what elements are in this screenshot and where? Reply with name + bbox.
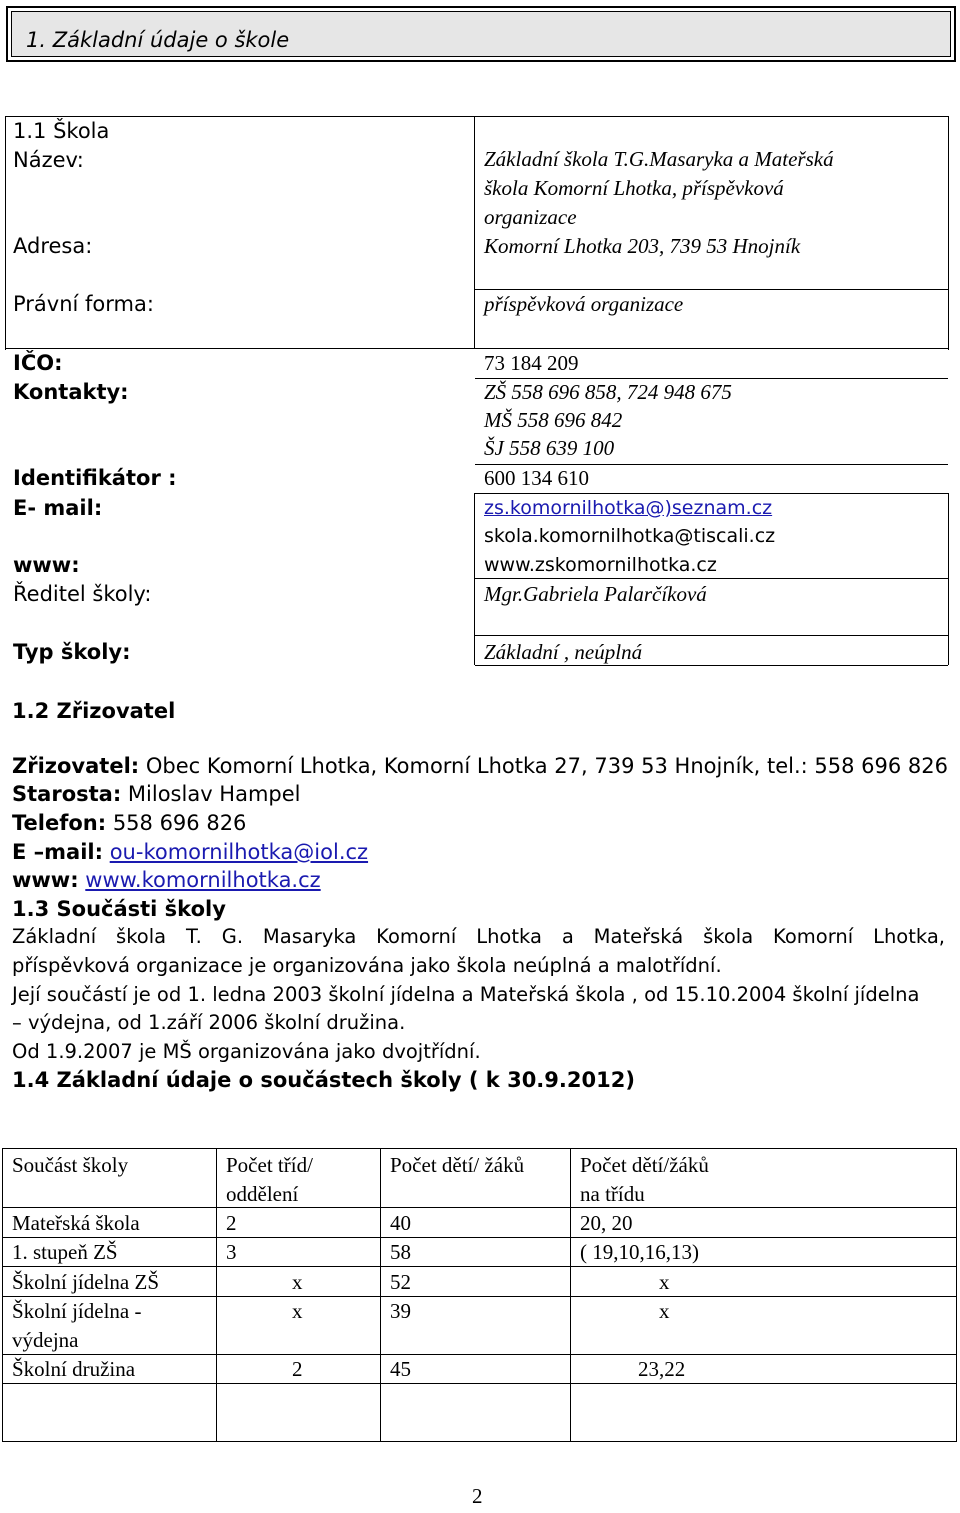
table-row-5-part: Školní družina — [12, 1357, 136, 1381]
table-row-1-classes: 2 — [226, 1211, 237, 1235]
name-label: Název: — [13, 148, 84, 172]
school-type-label: Typ školy: — [13, 640, 131, 664]
table-header-part: Součást školy — [12, 1153, 129, 1177]
table-row-5-children: 45 — [390, 1357, 411, 1381]
www-value: www.zskomornilhotka.cz — [484, 554, 717, 576]
founder-line — [12, 752, 948, 780]
table-header-children: Počet dětí/ žáků — [390, 1153, 525, 1177]
table-row-2-per-class: ( 19,10,16,13) — [580, 1240, 699, 1264]
table-row-3-children: 52 — [390, 1270, 411, 1294]
table-row-5-classes: 2 — [292, 1357, 303, 1381]
mayor-label: Starosta: — [12, 782, 122, 806]
page-number: 2 — [472, 1484, 483, 1508]
table-header-per-class: Počet dětí/žáků na třídu — [580, 1153, 709, 1206]
table-row-1-per-class: 20, 20 — [580, 1211, 633, 1235]
founder-email-label: E –mail: — [12, 840, 104, 864]
ico-value: 73 184 209 — [484, 351, 579, 375]
parts-line-3: Její součástí je od 1. ledna 2003 školní jídelna a Mateřská škola , od 15.10.2004 školní jídelna — [12, 983, 920, 1006]
identifier-value: 600 134 610 — [484, 466, 589, 490]
contact-sj: ŠJ 558 639 100 — [484, 436, 615, 460]
founder-section-title: 1.2 Zřizovatel — [12, 699, 176, 723]
parts-line-2: příspěvková organizace je organizována jako škola neúplná a malotřídní. — [12, 954, 722, 977]
parts-line-1: Základní škola T. G. Masaryka Komorní Lhotka a Mateřská škola Komorní Lhotka, — [12, 925, 945, 948]
ico-label: IČO: — [13, 351, 63, 375]
table-row-2-part: 1. stupeň ZŠ — [12, 1240, 118, 1264]
mayor-value: Miloslav Hampel — [121, 782, 301, 806]
founder-email-link[interactable]: ou-komornilhotka@iol.cz — [109, 840, 369, 864]
legal-form-value: příspěvková organizace — [484, 292, 684, 316]
section-heading: 1. Základní údaje o škole — [26, 28, 290, 52]
table-row-3-part: Školní jídelna ZŠ — [12, 1270, 159, 1294]
founder-www-label: www: — [12, 868, 79, 892]
contact-zs: ZŠ 558 696 858, 724 948 675 — [484, 380, 732, 404]
table-row-4-part: Školní jídelna - výdejna — [12, 1299, 142, 1352]
parts-line-5: Od 1.9.2007 je MŠ organizována jako dvojtřídní. — [12, 1040, 481, 1063]
director-label: Ředitel školy: — [13, 582, 152, 606]
table-header-classes: Počet tříd/ oddělení — [226, 1153, 313, 1206]
school-name-line-2: škola Komorní Lhotka, příspěvková — [484, 176, 784, 200]
section-heading-background — [11, 11, 951, 57]
phone-label: Telefon: — [12, 811, 107, 835]
identifier-label: Identifikátor : — [13, 466, 177, 490]
director-value: Mgr.Gabriela Palarčíková — [484, 582, 707, 606]
table-row-4-classes: x — [292, 1299, 303, 1323]
table-row-3-classes: x — [292, 1270, 303, 1294]
founder-www-line — [12, 866, 321, 894]
table-row-1-part: Mateřská škola — [12, 1211, 140, 1235]
table-row-5-per-class: 23,22 — [638, 1357, 686, 1381]
founder-label: Zřizovatel: — [12, 754, 140, 778]
school-section-title: 1.1 Škola — [13, 119, 110, 143]
table-row-3-per-class: x — [659, 1270, 670, 1294]
founder-email-line — [12, 838, 368, 866]
email-link-1[interactable]: zs.komornilhotka@)seznam.cz — [484, 497, 773, 519]
table-row-2-children: 58 — [390, 1240, 411, 1264]
www-label: www: — [13, 553, 80, 577]
section-heading-box — [6, 6, 956, 62]
founder-www-link[interactable]: www.komornilhotka.cz — [85, 868, 321, 892]
table-row-1-children: 40 — [390, 1211, 411, 1235]
mayor-line — [12, 780, 301, 808]
table-row-4-children: 39 — [390, 1299, 411, 1323]
table-section-title: 1.4 Základní údaje o součástech školy ( k 30.9.2012) — [12, 1068, 635, 1092]
school-name-line-1: Základní škola T.G.Masaryka a Mateřská — [484, 147, 834, 171]
email-2: skola.komornilhotka@tiscali.cz — [484, 525, 776, 547]
table-row-4-per-class: x — [659, 1299, 670, 1323]
phone-line — [12, 809, 246, 837]
contact-ms: MŠ 558 696 842 — [484, 408, 623, 432]
table-row-2-classes: 3 — [226, 1240, 237, 1264]
contacts-label: Kontakty: — [13, 380, 129, 404]
email-label: E- mail: — [13, 496, 103, 520]
school-name-line-3: organizace — [484, 205, 577, 229]
school-type-value: Základní , neúplná — [484, 640, 643, 664]
parts-line-4: – výdejna, od 1.září 2006 školní družina. — [12, 1011, 406, 1034]
parts-section-title: 1.3 Součásti školy — [12, 897, 226, 921]
address-label: Adresa: — [13, 234, 93, 258]
founder-value: Obec Komorní Lhotka, Komorní Lhotka 27, 739 53 Hnojník, tel.: 558 696 826 — [139, 754, 948, 778]
legal-form-label: Právní forma: — [13, 292, 154, 316]
address-value: Komorní Lhotka 203, 739 53 Hnojník — [484, 234, 801, 258]
phone-value: 558 696 826 — [106, 811, 247, 835]
